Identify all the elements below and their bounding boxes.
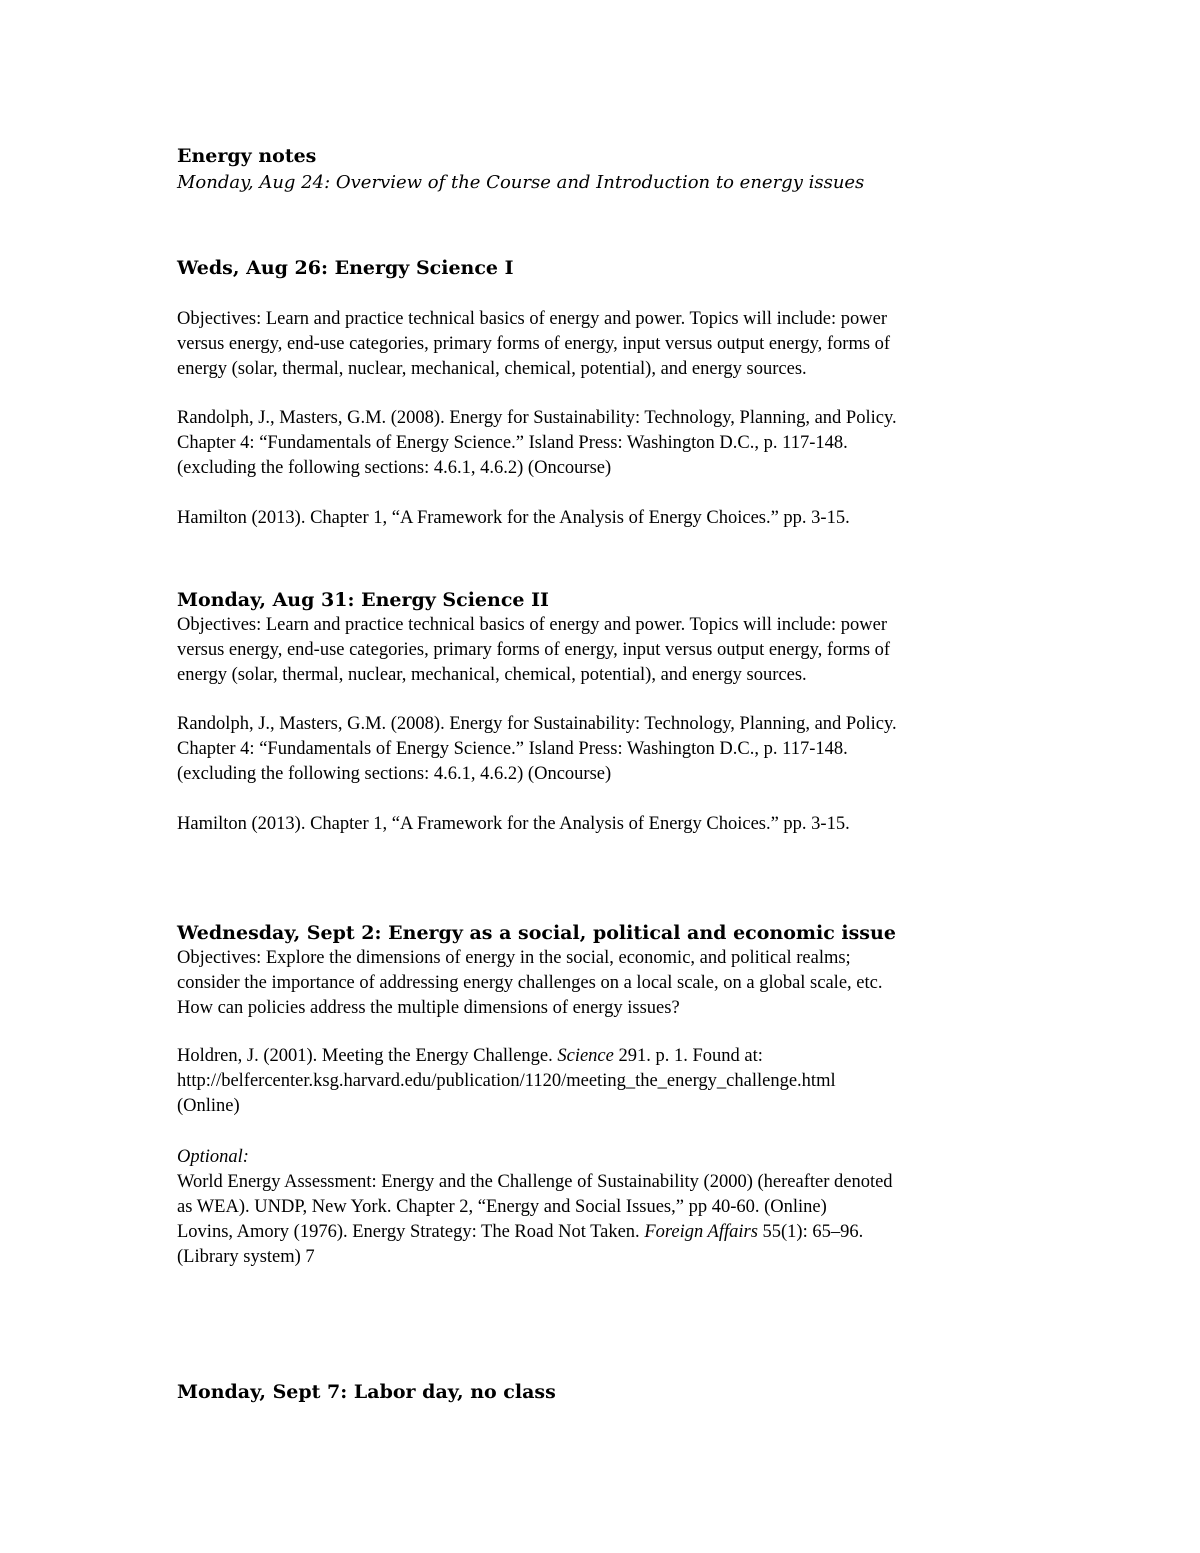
objectives-line: versus energy, end-use categories, primary forms of energy, input versus output energy, forms of	[177, 334, 891, 354]
document-subtitle: Monday, Aug 24: Overview of the Course and Introduction to energy issues	[177, 172, 865, 193]
objectives-line: versus energy, end-use categories, primary forms of energy, input versus output energy, forms of	[177, 640, 891, 660]
objectives-line: Objectives: Learn and practice technical basics of energy and power. Topics will include: power	[177, 309, 888, 329]
reading-line: as WEA). UNDP, New York. Chapter 2, “Energy and Social Issues,” pp 40-60. (Online)	[177, 1197, 827, 1217]
reading-randolph-aug-26	[177, 406, 1037, 481]
journal-title: Foreign Affairs	[644, 1222, 758, 1242]
objectives-line: Objectives: Explore the dimensions of energy in the social, economic, and political realms;	[177, 948, 851, 968]
objectives-line: energy (solar, thermal, nuclear, mechanical, chemical, potential), and energy sources.	[177, 359, 807, 379]
reading-line: (excluding the following sections: 4.6.1, 4.6.2) (Oncourse)	[177, 458, 612, 478]
reading-line	[177, 1220, 1037, 1245]
reading-line: Chapter 4: “Fundamentals of Energy Science.” Island Press: Washington D.C., p. 117-148.	[177, 433, 848, 453]
optional-readings	[177, 1145, 1037, 1270]
section-heading-sept-2: Wednesday, Sept 2: Energy as a social, political and economic issue	[177, 922, 896, 944]
reading-line: Randolph, J., Masters, G.M. (2008). Energy for Sustainability: Technology, Planning, and Policy.	[177, 714, 897, 734]
citation-text: 291. p. 1. Found at:	[613, 1046, 763, 1066]
optional-label: Optional:	[177, 1147, 249, 1167]
citation-text: Lovins, Amory (1976). Energy Strategy: The Road Not Taken.	[177, 1222, 645, 1242]
reading-line: Randolph, J., Masters, G.M. (2008). Energy for Sustainability: Technology, Planning, and Policy.	[177, 408, 897, 428]
objectives-line: consider the importance of addressing energy challenges on a local scale, on a global scale, etc.	[177, 973, 883, 993]
journal-title: Science	[557, 1046, 614, 1066]
reading-note: (Online)	[177, 1096, 240, 1116]
section-objectives-aug-26	[177, 307, 1037, 382]
reading-line: (excluding the following sections: 4.6.1, 4.6.2) (Oncourse)	[177, 764, 612, 784]
section-objectives-aug-31	[177, 613, 1037, 688]
reading-line: World Energy Assessment: Energy and the Challenge of Sustainability (2000) (hereafter denoted	[177, 1172, 893, 1192]
objectives-line: How can policies address the multiple dimensions of energy issues?	[177, 998, 680, 1018]
section-heading-sept-7: Monday, Sept 7: Labor day, no class	[177, 1381, 556, 1403]
reading-url: http://belfercenter.ksg.harvard.edu/publication/1120/meeting_the_energy_challenge.html	[177, 1071, 836, 1091]
section-objectives-sept-2	[177, 946, 1037, 1021]
document-title: Energy notes	[177, 145, 317, 167]
reading-holdren	[177, 1044, 1037, 1119]
objectives-line: energy (solar, thermal, nuclear, mechanical, chemical, potential), and energy sources.	[177, 665, 807, 685]
reading-line	[177, 1044, 1037, 1069]
reading-line: Chapter 4: “Fundamentals of Energy Science.” Island Press: Washington D.C., p. 117-148.	[177, 739, 848, 759]
section-heading-aug-31: Monday, Aug 31: Energy Science II	[177, 589, 549, 611]
reading-randolph-aug-31	[177, 712, 1037, 787]
citation-text: Holdren, J. (2001). Meeting the Energy Challenge.	[177, 1046, 558, 1066]
citation-text: 55(1): 65–96.	[757, 1222, 864, 1242]
reading-hamilton-aug-26: Hamilton (2013). Chapter 1, “A Framework for the Analysis of Energy Choices.” pp. 3-15.	[177, 508, 850, 528]
section-heading-aug-26: Weds, Aug 26: Energy Science I	[177, 257, 514, 279]
reading-line: (Library system) 7	[177, 1247, 315, 1267]
reading-hamilton-aug-31: Hamilton (2013). Chapter 1, “A Framework for the Analysis of Energy Choices.” pp. 3-15.	[177, 814, 850, 834]
objectives-line: Objectives: Learn and practice technical basics of energy and power. Topics will include: power	[177, 615, 888, 635]
